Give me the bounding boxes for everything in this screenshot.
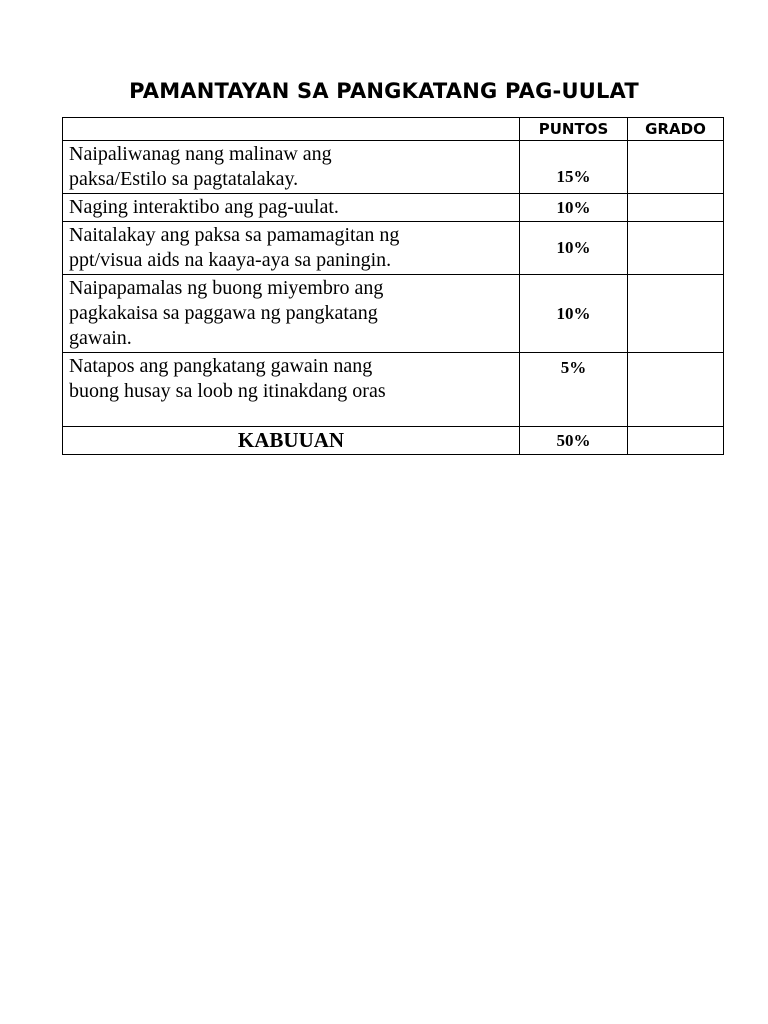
criteria-line: buong husay sa loob ng itinakdang oras: [69, 380, 386, 402]
points-cell: 5%: [520, 353, 628, 427]
criteria-cell: [63, 222, 520, 275]
grade-cell: [628, 275, 724, 353]
table-header-row: [63, 118, 724, 141]
criteria-line: ppt/visua aids na kaaya-aya sa paningin.: [69, 249, 392, 271]
rubric-table: [62, 117, 724, 455]
grade-cell: [628, 353, 724, 427]
criteria-line: pagkakaisa sa paggawa ng pangkatang: [69, 302, 378, 324]
criteria-line: Natapos ang pangkatang gawain nang: [69, 355, 373, 377]
points-cell: 10%: [520, 275, 628, 353]
criteria-line: Naitalakay ang paksa sa pamamagitan ng: [69, 224, 400, 246]
total-label: KABUUAN: [63, 427, 520, 455]
total-row: [63, 427, 724, 455]
criteria-line: Naging interaktibo ang pag-uulat.: [69, 196, 339, 218]
table-row: [63, 194, 724, 222]
table-row: [63, 353, 724, 427]
header-points: PUNTOS: [520, 118, 628, 141]
total-points: 50%: [520, 427, 628, 455]
header-criteria: [63, 118, 520, 141]
table-row: [63, 275, 724, 353]
points-cell: 10%: [520, 222, 628, 275]
points-cell: 15%: [520, 141, 628, 194]
header-grade: GRADO: [628, 118, 724, 141]
page-title: PAMANTAYAN SA PANGKATANG PAG-UULAT: [129, 79, 639, 103]
table-row: [63, 222, 724, 275]
total-grade: [628, 427, 724, 455]
criteria-cell: [63, 141, 520, 194]
criteria-cell: [63, 194, 520, 222]
criteria-line: Naipaliwanag nang malinaw ang: [69, 143, 332, 165]
criteria-line: gawain.: [69, 327, 132, 349]
criteria-line: Naipapamalas ng buong miyembro ang: [69, 277, 384, 299]
criteria-cell: [63, 353, 520, 427]
grade-cell: [628, 141, 724, 194]
table-row: [63, 141, 724, 194]
points-cell: 10%: [520, 194, 628, 222]
grade-cell: [628, 194, 724, 222]
criteria-cell: [63, 275, 520, 353]
criteria-line: paksa/Estilo sa pagtatalakay.: [69, 168, 299, 190]
grade-cell: [628, 222, 724, 275]
